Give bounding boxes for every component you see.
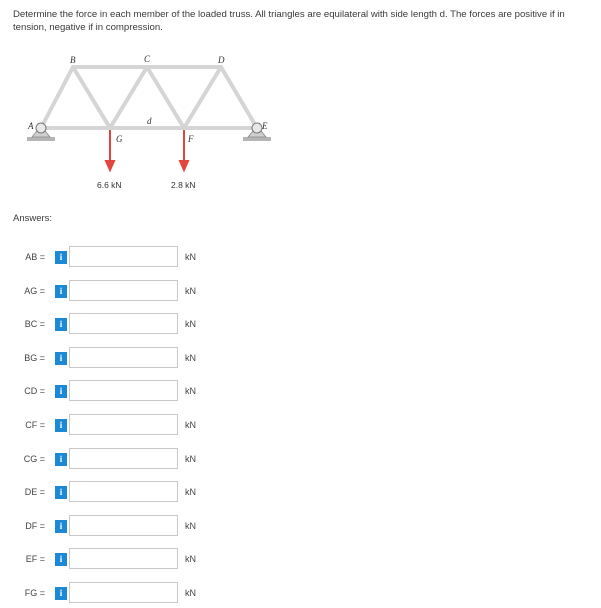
unit-label: kN (185, 487, 196, 498)
unit-label: kN (185, 285, 196, 296)
node-label-a: A (28, 121, 34, 131)
support-ground-right (243, 137, 271, 141)
load-label-f: 2.8 kN (171, 180, 196, 190)
unit-label: kN (185, 319, 196, 330)
answer-input[interactable] (69, 246, 178, 267)
unit-label: kN (185, 352, 196, 363)
member-label: AB = (25, 252, 45, 262)
answer-row-11 (0, 582, 601, 605)
answer-input[interactable] (69, 313, 178, 334)
member-label: CD = (24, 386, 45, 397)
answer-row-6 (0, 414, 601, 437)
info-icon[interactable]: i (55, 587, 67, 600)
info-icon[interactable]: i (55, 251, 67, 264)
info-icon[interactable]: i (55, 419, 67, 432)
unit-label: kN (185, 554, 196, 565)
member-label: CF = (25, 420, 45, 430)
info-icon[interactable]: i (55, 453, 67, 466)
member-label: CG = (23, 453, 45, 464)
answer-input[interactable] (69, 414, 178, 435)
unit-label: kN (185, 252, 196, 262)
info-icon[interactable]: i (55, 285, 67, 298)
unit-label: kN (185, 386, 196, 397)
member-label: DE = (24, 487, 45, 498)
answer-row-7 (0, 448, 601, 471)
member-ab (41, 67, 73, 128)
unit-label: kN (185, 588, 196, 598)
member-label: BC = (24, 319, 45, 330)
node-label-c: C (144, 54, 151, 64)
info-icon[interactable]: i (55, 318, 67, 331)
answer-input[interactable] (69, 280, 178, 301)
answer-input[interactable] (69, 448, 178, 469)
info-icon[interactable]: i (55, 385, 67, 398)
member-label: FG = (24, 588, 45, 598)
answer-row-5 (0, 380, 601, 403)
unit-label: kN (185, 453, 196, 464)
member-label: BG = (24, 352, 45, 363)
answer-row-1 (0, 246, 601, 269)
member-label: AG = (24, 285, 45, 296)
dimension-label-d: d (147, 116, 152, 126)
node-label-f: F (188, 134, 194, 144)
node-label-e: E (262, 121, 268, 131)
node-label-b: B (70, 55, 76, 65)
support-ground-left (27, 137, 55, 141)
member-df (184, 67, 221, 128)
info-icon[interactable]: i (55, 520, 67, 533)
node-label-g: G (116, 134, 123, 144)
truss-figure (0, 50, 601, 200)
member-cf (147, 67, 184, 128)
member-bg (73, 67, 110, 128)
load-label-g: 6.6 kN (97, 180, 122, 190)
answer-input[interactable] (69, 481, 178, 502)
unit-label: kN (185, 420, 196, 430)
problem-statement: Determine the force in each member of the loaded truss. All triangles are equilateral with side length d. The forces are positive if in tension, negative if in compression. (13, 9, 565, 33)
answer-row-4 (0, 347, 601, 370)
answer-input[interactable] (69, 347, 178, 368)
answers-heading: Answers: (13, 213, 53, 224)
member-de (221, 67, 257, 128)
answer-row-10 (0, 548, 601, 571)
answer-input[interactable] (69, 548, 178, 569)
answer-row-9 (0, 515, 601, 538)
answer-row-8 (0, 481, 601, 504)
node-label-d: D (218, 55, 225, 65)
member-label: DF = (25, 520, 45, 531)
info-icon[interactable]: i (55, 352, 67, 365)
info-icon[interactable]: i (55, 486, 67, 499)
member-cg (110, 67, 147, 128)
answer-input[interactable] (69, 515, 178, 536)
info-icon[interactable]: i (55, 553, 67, 566)
answer-input[interactable] (69, 582, 178, 603)
member-label: EF = (25, 554, 45, 565)
unit-label: kN (185, 520, 196, 531)
answer-input[interactable] (69, 380, 178, 401)
answer-row-3 (0, 313, 601, 336)
answer-row-2 (0, 280, 601, 303)
